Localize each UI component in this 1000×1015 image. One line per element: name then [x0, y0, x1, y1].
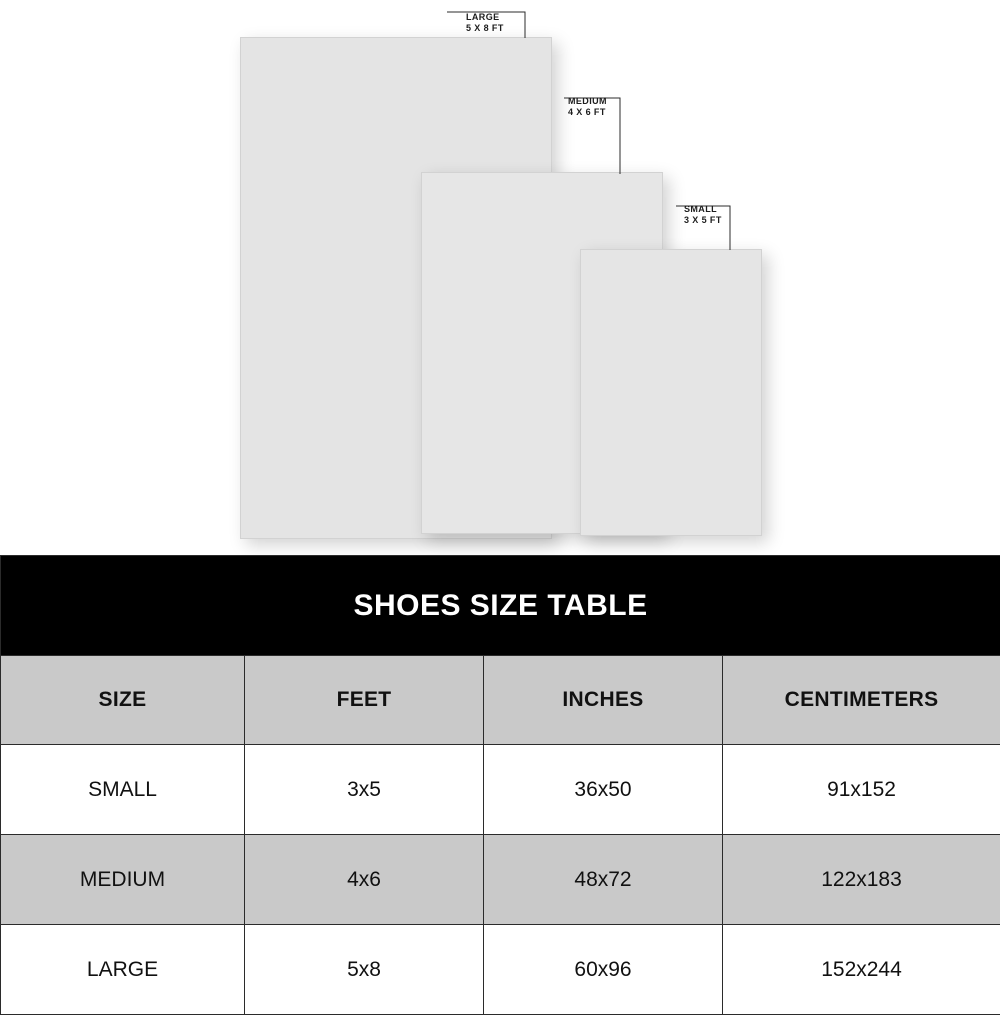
cell-feet: 3x5 — [245, 745, 484, 835]
column-header-size: SIZE — [1, 656, 245, 745]
cell-inches: 60x96 — [484, 925, 723, 1015]
column-header-inches: INCHES — [484, 656, 723, 745]
size-table-wrapper — [0, 555, 1000, 1000]
cell-inches: 36x50 — [484, 745, 723, 835]
callout-small — [684, 204, 722, 226]
cell-inches: 48x72 — [484, 835, 723, 925]
column-header-feet: FEET — [245, 656, 484, 745]
cell-size: MEDIUM — [1, 835, 245, 925]
size-table — [0, 555, 1000, 1015]
cell-centimeters: 152x244 — [723, 925, 1000, 1015]
page-title: SHOES SIZE TABLE — [353, 589, 647, 622]
column-header-centimeters: CENTIMETERS — [723, 656, 1000, 745]
callout-small-title: SMALL — [684, 204, 722, 215]
callout-large — [466, 12, 504, 34]
table-title-cell — [1, 556, 1000, 656]
cell-size: LARGE — [1, 925, 245, 1015]
cell-feet: 5x8 — [245, 925, 484, 1015]
table-title-row — [1, 556, 1000, 656]
table-header-row — [1, 656, 1000, 745]
cell-centimeters: 122x183 — [723, 835, 1000, 925]
callout-small-dims: 3 X 5 FT — [684, 215, 722, 226]
table-row — [1, 745, 1000, 835]
callout-large-title: LARGE — [466, 12, 504, 23]
table-row — [1, 925, 1000, 1015]
table-row — [1, 835, 1000, 925]
cell-centimeters: 91x152 — [723, 745, 1000, 835]
callout-medium — [568, 96, 607, 118]
callout-medium-dims: 4 X 6 FT — [568, 107, 607, 118]
callout-medium-title: MEDIUM — [568, 96, 607, 107]
panel-small — [580, 249, 762, 536]
cell-size: SMALL — [1, 745, 245, 835]
callout-large-dims: 5 X 8 FT — [466, 23, 504, 34]
cell-feet: 4x6 — [245, 835, 484, 925]
